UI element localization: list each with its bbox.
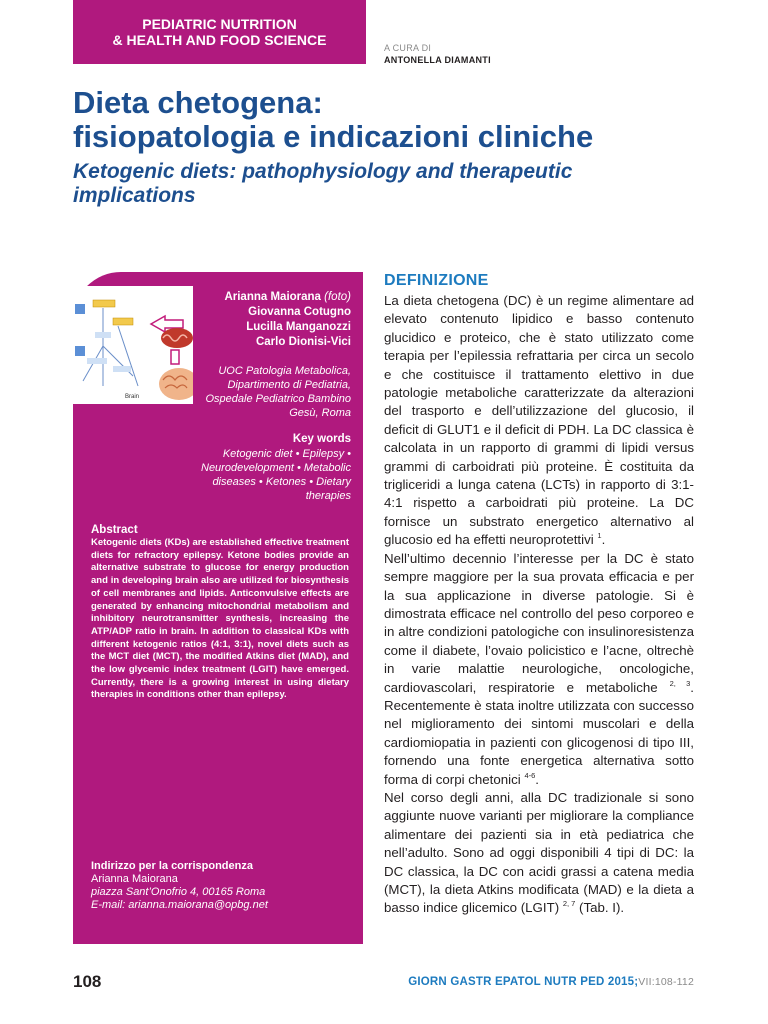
paragraph-1 [384, 292, 694, 550]
paragraph-2 [384, 550, 694, 789]
paragraph-text: Nel corso degli anni, alla DC tradizionale si sono aggiunte nuove varianti per migliorare la compliance alimentare dei pazienti sia in età pediatrica che nell’adulto. Sono ad oggi disponibili 4 tipi di DC: la DC classica, la DC con acidi grassi a catena media (MCT), la dieta Atkins modificata (MAD) e la dieta a basso indice glicemico (LGIT) [384, 789, 694, 916]
paragraph-text: (Tab. I). [575, 900, 625, 916]
citation-ref: 2, 7 [562, 899, 576, 909]
correspondence-block [91, 860, 349, 912]
paragraph-text: . Recentemente è stata inoltre utilizzata con successo nel miglioramento dei sintomi muscolari e della cardiomiopatia in pazienti con glicogenosi di tipo III, fornendo una fonte energetica alternativa sotto forma di corpi chetonici [384, 679, 694, 787]
correspondence-email[interactable]: E-mail: arianna.maiorana@opbg.net [91, 899, 268, 911]
keywords-line: therapies [305, 490, 351, 502]
section-heading-definizione: DEFINIZIONE [384, 272, 489, 289]
keywords-block [161, 432, 351, 503]
keywords-line: diseases • Ketones • Dietary [212, 476, 351, 488]
author-3: Lucilla Manganozzi [246, 321, 351, 333]
keywords-line: Ketogenic diet • Epilepsy • [222, 448, 351, 460]
paragraph-text: . [601, 532, 606, 548]
affiliation-line: UOC Patologia Metabolica, [218, 365, 351, 377]
section-line-1: PEDIATRIC NUTRITION [142, 16, 297, 32]
page-number: 108 [73, 972, 102, 991]
author-name: Arianna Maiorana [224, 291, 321, 303]
paragraph-text: La dieta chetogena (DC) è un regime alimentare ad elevato contenuto lipidico e basso contenuto glucidico e proteico, che è stato utilizzato come terapia per l’epilessia refrattaria per circa un secolo e che costituisce il trattamento elettivo in due patologie metaboliche caratterizzate da alterazioni del trasporto e dell’utilizzazione del glucosio, il deficit di GLUT1 e il deficit di PDH. La DC classica è calcolata in un rapporto di grammi di lipidi versus grammi di carboidrati più proteine. È costituita da trigliceridi a lunga catena (LCTs) in rapporto di 3:1-4:1 rispetto a carboidrati più proteine. La DC fornisce un substrato energetico alternativo al glucosio ed ha effetti neuroprotettivi [384, 293, 694, 548]
affiliation-line: Dipartimento di Pediatria, [227, 379, 351, 391]
curator-label: A CURA DI [384, 43, 432, 53]
author-photo-note: (foto) [324, 291, 351, 303]
journal-name: GIORN GASTR EPATOL NUTR PED 2015; [408, 976, 639, 988]
abstract-heading: Abstract [91, 524, 138, 536]
paragraph-3 [384, 789, 694, 918]
author-sidebar [73, 272, 363, 944]
curator-block [384, 42, 491, 66]
keywords-line: Neurodevelopment • Metabolic [201, 462, 351, 474]
keywords-heading: Key words [292, 433, 351, 445]
subtitle-line-2: implications [73, 184, 196, 207]
affiliation-line: Gesù, Roma [289, 407, 351, 419]
author-2: Giovanna Cotugno [248, 306, 351, 318]
subtitle-line-1: Ketogenic diets: pathophysiology and therapeutic [73, 160, 573, 183]
article-title [73, 86, 693, 154]
curator-name: ANTONELLA DIAMANTI [384, 55, 491, 65]
paragraph-text: . [535, 771, 539, 787]
definizione-body [384, 292, 694, 918]
journal-citation [408, 976, 694, 988]
keywords-list [161, 447, 351, 503]
correspondence-heading: Indirizzo per la corrispondenza [91, 860, 253, 872]
journal-volume: VII:108-112 [638, 976, 694, 988]
citation-ref: 2, 3 [669, 678, 691, 688]
abstract-text: Ketogenic diets (KDs) are established effective treatment diets for refractory epilepsy. Ketone bodies provide an alternative substrate to glucose for energy production and in developing brain also are utilized for biosynthesis of cell membranes and lipids. Anticonvulsive effects are generated by enhancing mitochondrial metabolism and inhibitory neurotransmitter synthesis, increasing the ATP/ADP ratio in brain. In addition to classical KDs with different ketogenic ratios (4:1, 3:1), novel diets such as the MCT diet (MCT), the modified Atkins diet (MAD), and the low glycemic index treatment (LGIT) have emerged. Currently, there is a growing interest in using dietary therapies in conditions other than epilepsy. [91, 537, 349, 701]
affiliation-line: Ospedale Pediatrico Bambino [205, 393, 351, 405]
title-line-1: Dieta chetogena: [73, 85, 323, 120]
author-list [181, 290, 351, 350]
abstract-block [91, 523, 349, 702]
author-1 [181, 290, 351, 305]
section-banner [73, 0, 366, 64]
article-subtitle [73, 160, 693, 208]
citation-ref: 4-6 [524, 770, 536, 780]
citation-ref: 1 [597, 531, 602, 541]
paragraph-text: Nell’ultimo decennio l’interesse per la DC è stato sempre maggiore per la sua provata efficacia e per la sua applicazione in diverse patologie. Si è dimostrata efficace nel controllo del peso corporeo e in altre condizioni patologiche con insulinoresistenza come il diabete, l’ovaio policistico e l’acne, oltrechè in varie malattie neurologiche, oncologiche, cardiovascolari, respiratorie e metaboliche [384, 550, 694, 695]
correspondence-name: Arianna Maiorana [91, 873, 178, 885]
svg-text:Brain: Brain [125, 394, 140, 400]
author-4: Carlo Dionisi-Vici [255, 336, 351, 348]
affiliation [171, 364, 351, 420]
title-line-2: fisiopatologia e indicazioni cliniche [73, 119, 594, 154]
section-line-2: & HEALTH AND FOOD SCIENCE [112, 32, 327, 48]
correspondence-address: piazza Sant’Onofrio 4, 00165 Roma [91, 886, 266, 898]
